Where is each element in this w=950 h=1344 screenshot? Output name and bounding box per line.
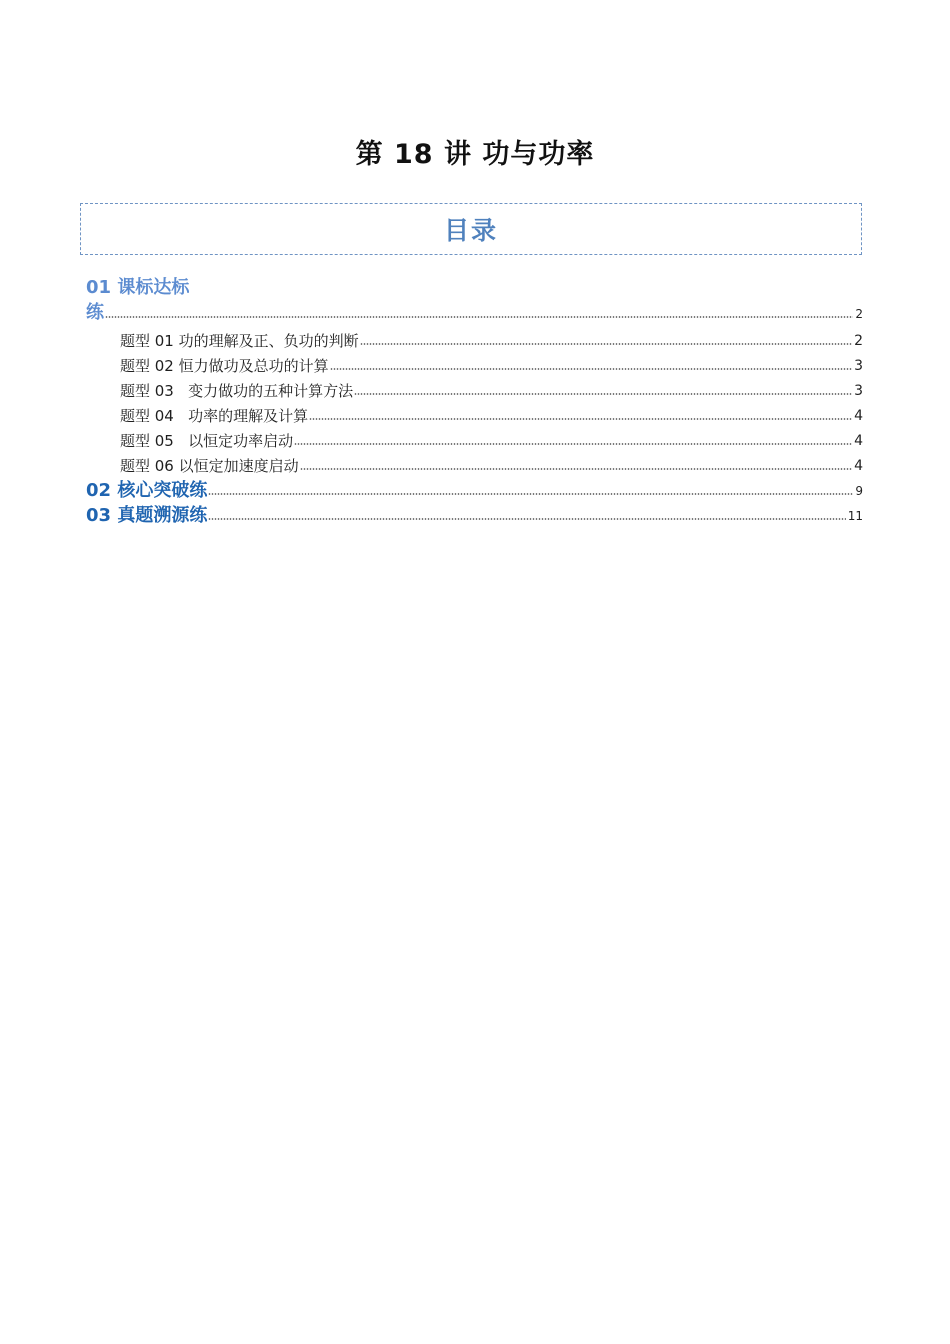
toc-page-number: 11 (847, 509, 863, 523)
toc-entry-item-05[interactable] (86, 426, 863, 451)
toc-entry-item-02[interactable] (86, 351, 863, 376)
toc-section-01-label-line2: 练 (86, 302, 104, 323)
toc-leader-dots (208, 492, 853, 496)
toc-entry-section-03[interactable] (86, 501, 863, 526)
toc-page-number: 2 (854, 333, 863, 349)
toc-entry-item-03[interactable] (86, 376, 863, 401)
toc-section-03-label: 03 真题溯源练 (86, 505, 208, 526)
toc-heading: 目录 (443, 216, 498, 245)
toc-leader-dots (354, 392, 852, 396)
document-title: 第 18 讲 功与功率 (355, 139, 595, 170)
toc-page-number: 3 (854, 358, 863, 374)
toc-leader-dots (300, 467, 852, 471)
toc-page-number: 4 (854, 458, 863, 474)
toc-item-label: 题型 04 功率的理解及计算 (120, 407, 309, 425)
toc-item-label: 题型 02 恒力做功及总功的计算 (120, 357, 329, 375)
toc-page-number: 4 (854, 433, 863, 449)
toc-page-number: 2 (855, 307, 863, 321)
toc-section-02-label: 02 核心突破练 (86, 480, 208, 501)
toc-page-number: 9 (855, 484, 863, 498)
toc-leader-dots (360, 342, 852, 346)
toc-item-label: 题型 01 功的理解及正、负功的判断 (120, 332, 359, 350)
toc-entry-item-01[interactable] (86, 326, 863, 351)
toc-leader-dots (208, 517, 845, 521)
toc-leader-dots (330, 367, 852, 371)
toc-entry-section-02[interactable] (86, 476, 863, 501)
toc-entry-item-06[interactable] (86, 451, 863, 476)
table-of-contents (86, 276, 863, 526)
toc-item-label: 题型 06 以恒定加速度启动 (120, 457, 299, 475)
toc-item-label: 题型 05 以恒定功率启动 (120, 432, 294, 450)
toc-leader-dots (294, 442, 852, 446)
toc-entry-section-01[interactable] (86, 276, 863, 326)
toc-heading-box (80, 203, 862, 255)
toc-leader-dots (105, 315, 853, 319)
toc-section-01-label-line1: 01 课标达标 (86, 277, 190, 298)
toc-item-label: 题型 03 变力做功的五种计算方法 (120, 382, 354, 400)
toc-page-number: 3 (854, 383, 863, 399)
toc-page-number: 4 (854, 408, 863, 424)
toc-entry-item-04[interactable] (86, 401, 863, 426)
toc-leader-dots (309, 417, 852, 421)
